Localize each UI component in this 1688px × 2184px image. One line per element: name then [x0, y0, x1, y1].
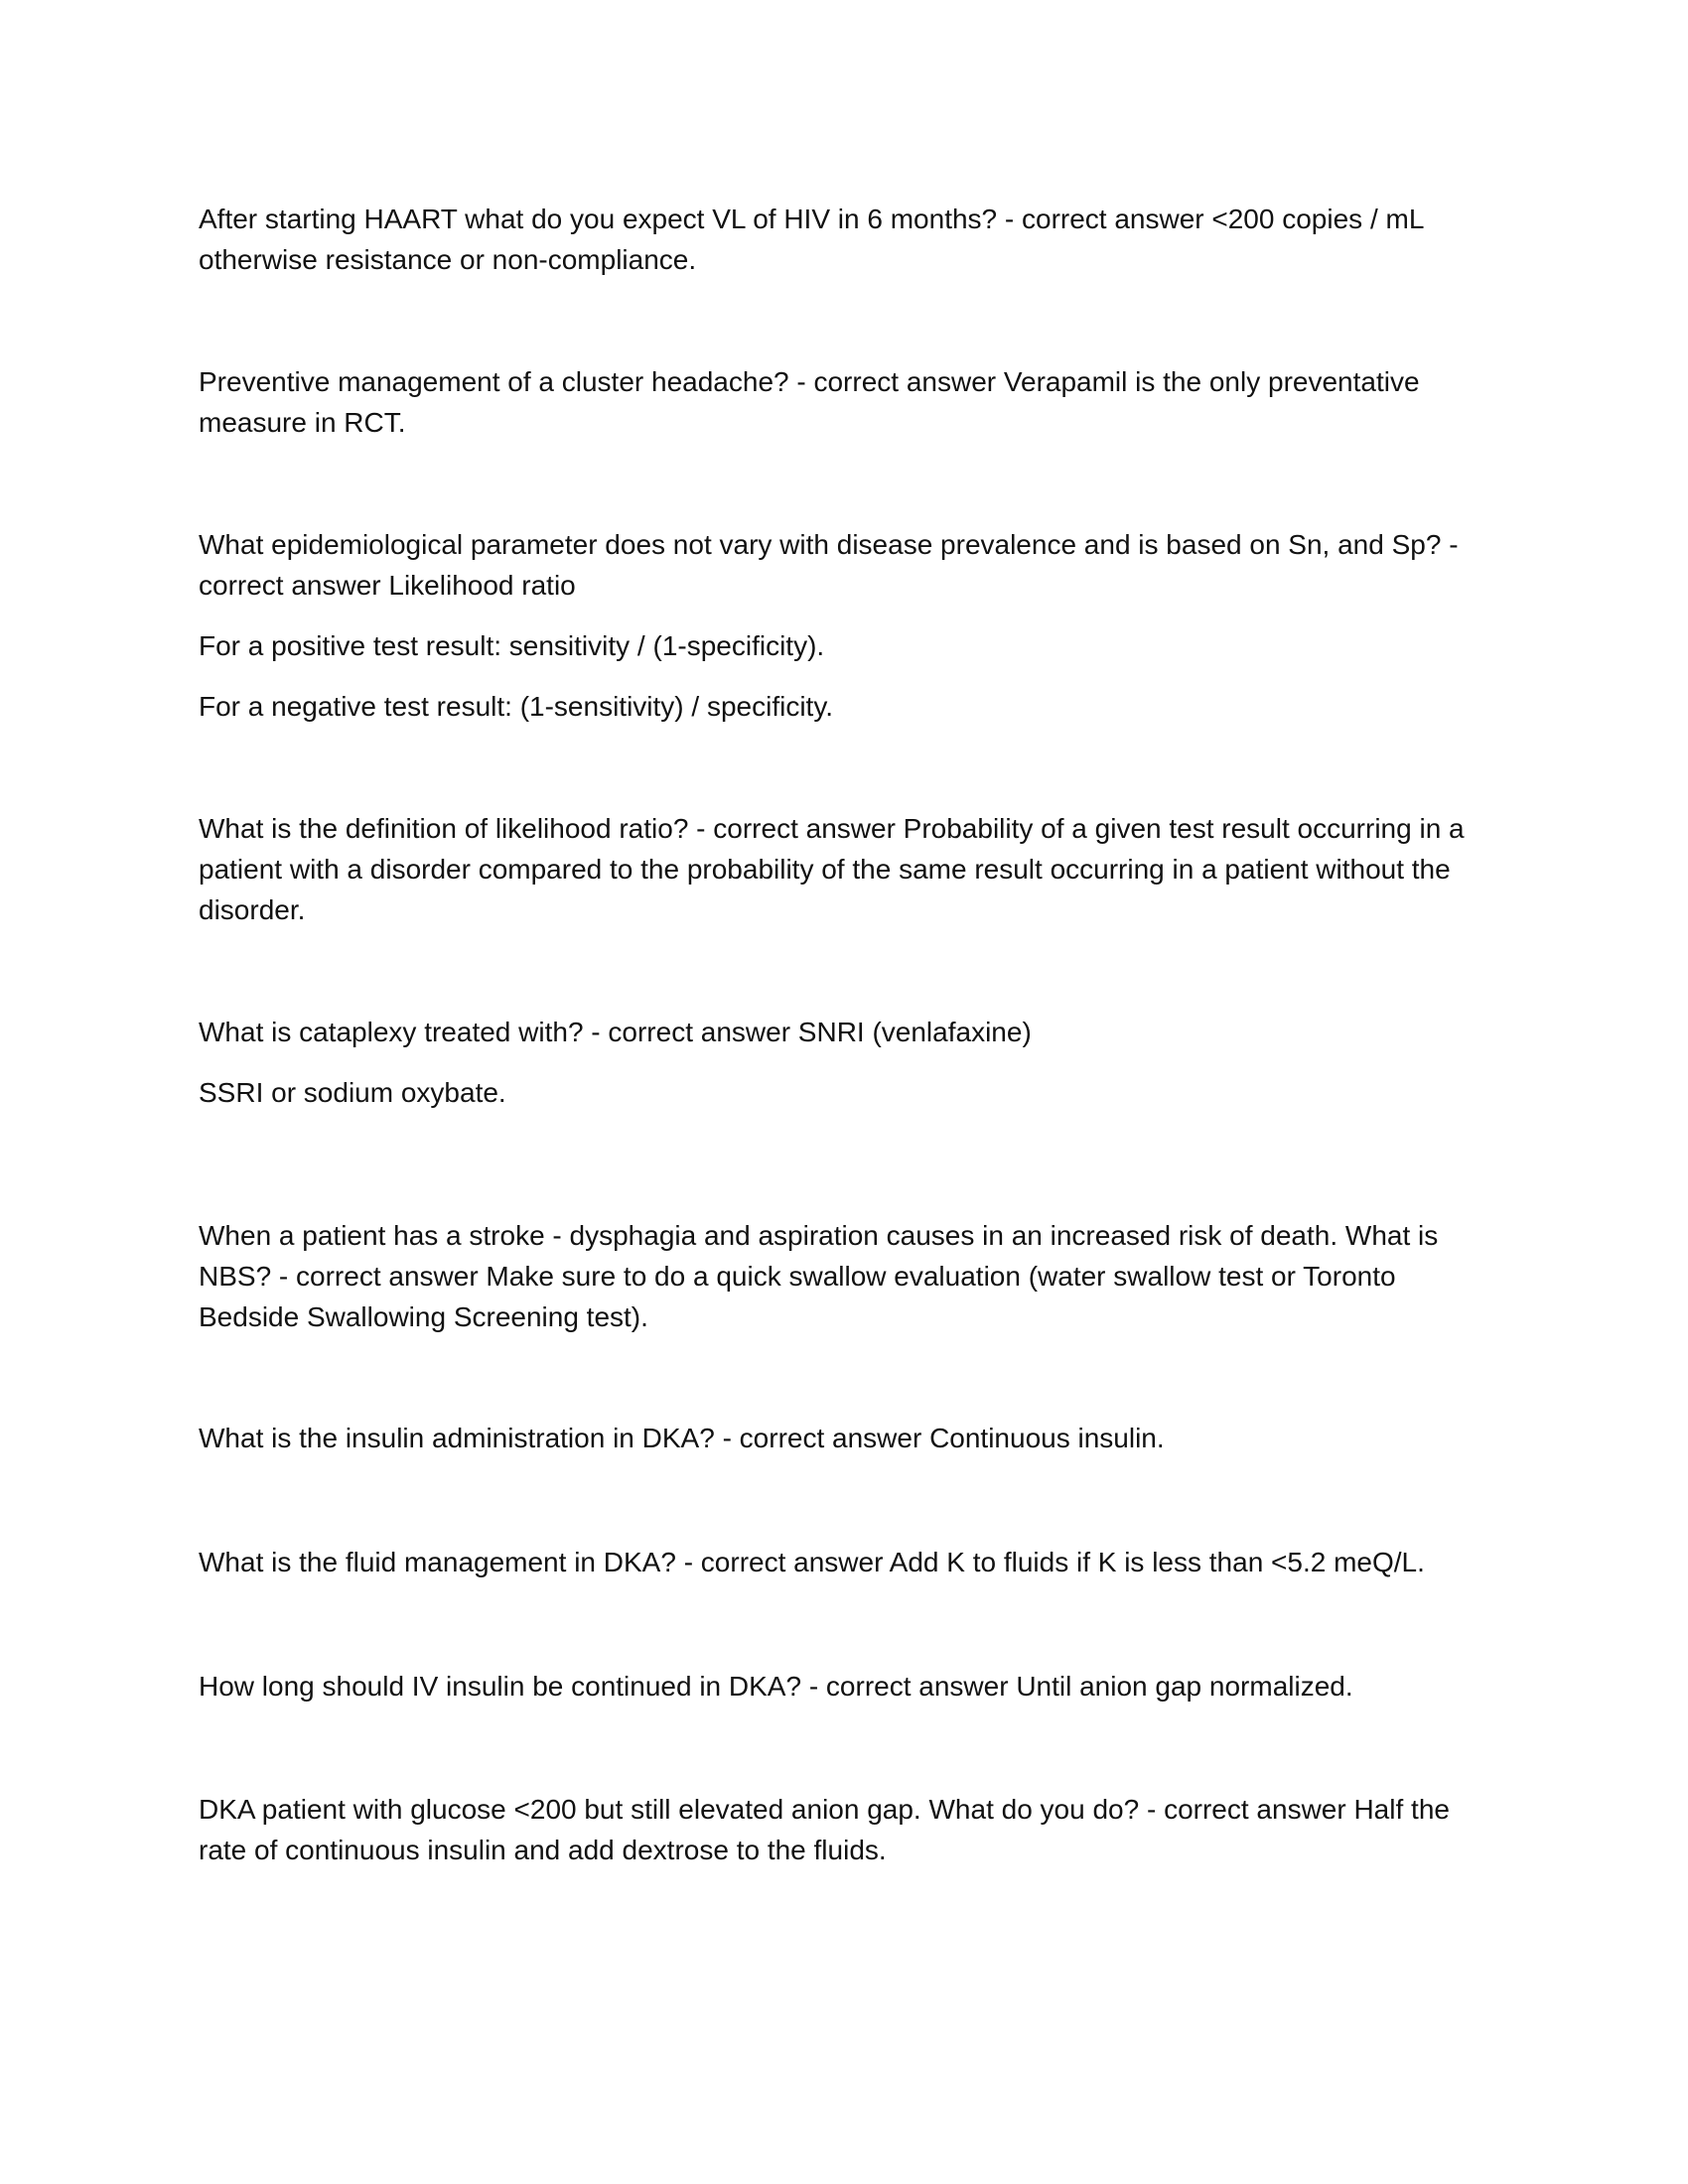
qa-entry-dka-glucose — [199, 1789, 1489, 1870]
qa-entry-likelihood-definition — [199, 808, 1489, 930]
qa-extra-line: For a negative test result: (1-sensitivity) / specificity. — [199, 691, 834, 722]
qa-text: What epidemiological parameter does not vary with disease prevalence and is based on Sn, and Sp? - correct answer Likelihood ratio — [199, 529, 1459, 601]
qa-entry-cluster-headache — [199, 361, 1489, 443]
qa-text: What is the definition of likelihood ratio? - correct answer Probability of a given test result occurring in a patient with a disorder compared to the probability of the same result occurring in a patient without the disorder. — [199, 813, 1465, 925]
qa-entry-likelihood-parameter — [199, 524, 1489, 727]
qa-text: After starting HAART what do you expect VL of HIV in 6 months? - correct answer <200 copies / mL otherwise resistance or non-compliance. — [199, 204, 1424, 275]
qa-entry-dka-fluids — [199, 1542, 1489, 1582]
qa-entry-cataplexy — [199, 1012, 1489, 1113]
qa-entry-stroke-dysphagia — [199, 1215, 1489, 1337]
qa-text: How long should IV insulin be continued in DKA? - correct answer Until anion gap normalized. — [199, 1671, 1353, 1702]
qa-text: What is the insulin administration in DKA? - correct answer Continuous insulin. — [199, 1423, 1165, 1453]
qa-text: Preventive management of a cluster headache? - correct answer Verapamil is the only preventative measure in RCT. — [199, 366, 1420, 438]
qa-entry-dka-iv-duration — [199, 1666, 1489, 1706]
qa-text: What is the fluid management in DKA? - correct answer Add K to fluids if K is less than <5.2 meQ/L. — [199, 1547, 1425, 1577]
qa-text: What is cataplexy treated with? - correct answer SNRI (venlafaxine) — [199, 1017, 1032, 1047]
qa-extra-line: SSRI or sodium oxybate. — [199, 1077, 506, 1108]
qa-text: DKA patient with glucose <200 but still elevated anion gap. What do you do? - correct answer Half the rate of continuous insulin and add dextrose to the fluids. — [199, 1794, 1450, 1865]
qa-extra-line: For a positive test result: sensitivity / (1-specificity). — [199, 630, 825, 661]
qa-entry-haart — [199, 199, 1489, 280]
qa-text: When a patient has a stroke - dysphagia and aspiration causes in an increased risk of death. What is NBS? - correct answer Make sure to do a quick swallow evaluation (water swallow test or Toronto Bedside Swallowing Screening test). — [199, 1220, 1439, 1332]
qa-entry-dka-insulin — [199, 1418, 1489, 1458]
